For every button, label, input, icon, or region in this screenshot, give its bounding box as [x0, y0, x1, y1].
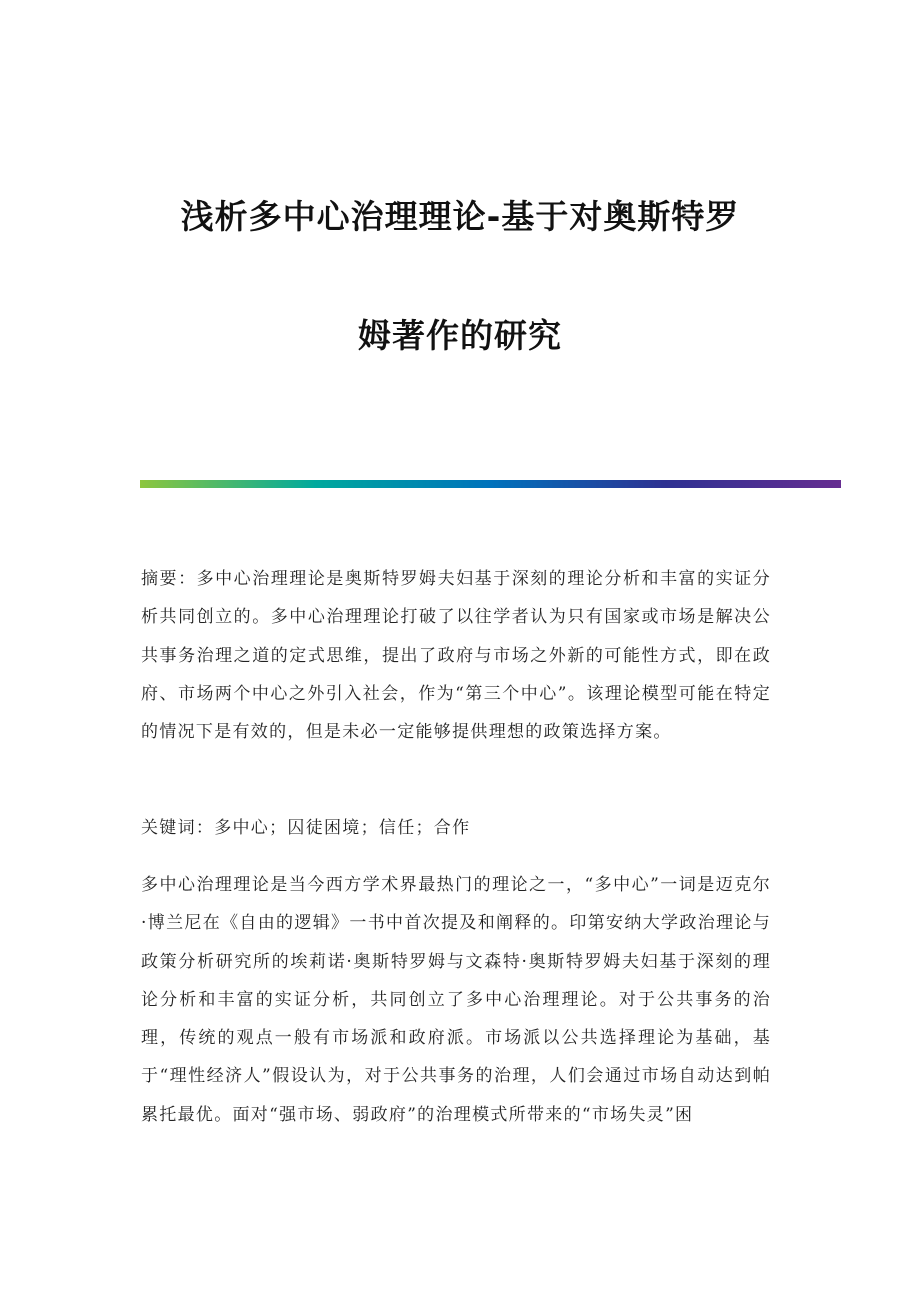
title-line-2: 姆著作的研究 — [358, 316, 562, 355]
keywords-line: 关键词：多中心；囚徒困境；信任；合作 — [141, 818, 471, 838]
gradient-divider — [140, 480, 841, 488]
abstract-paragraph: 摘要：多中心治理理论是奥斯特罗姆夫妇基于深刻的理论分析和丰富的实证分析共同创立的。多中心治理理论打破了以往学者认为只有国家或市场是解决公共事务治理之道的定式思维，提出了政府与市场之外新的可能性方式，即在政府、市场两个中心之外引入社会，作为“第三个中心”。该理论模型可能在特定的情况下是有效的，但是未必一定能够提供理想的政策选择方案。 — [141, 569, 771, 743]
title-line-1: 浅析多中心治理理论-基于对奥斯特罗 — [180, 197, 740, 236]
intro-paragraph: 多中心治理理论是当今西方学术界最热门的理论之一，“多中心”一词是迈克尔·博兰尼在《自由的逻辑》一书中首次提及和阐释的。印第安纳大学政治理论与政策分析研究所的埃莉诺·奥斯特罗姆与文森特·奥斯特罗姆夫妇基于深刻的理论分析和丰富的实证分析，共同创立了多中心治理理论。对于公共事务的治理，传统的观点一般有市场派和政府派。市场派以公共选择理论为基础，基于“理性经济人”假设认为，对于公共事务的治理，人们会通过市场自动达到帕累托最优。面对“强市场、弱政府”的治理模式所带来的“市场失灵”困 — [141, 875, 771, 1125]
